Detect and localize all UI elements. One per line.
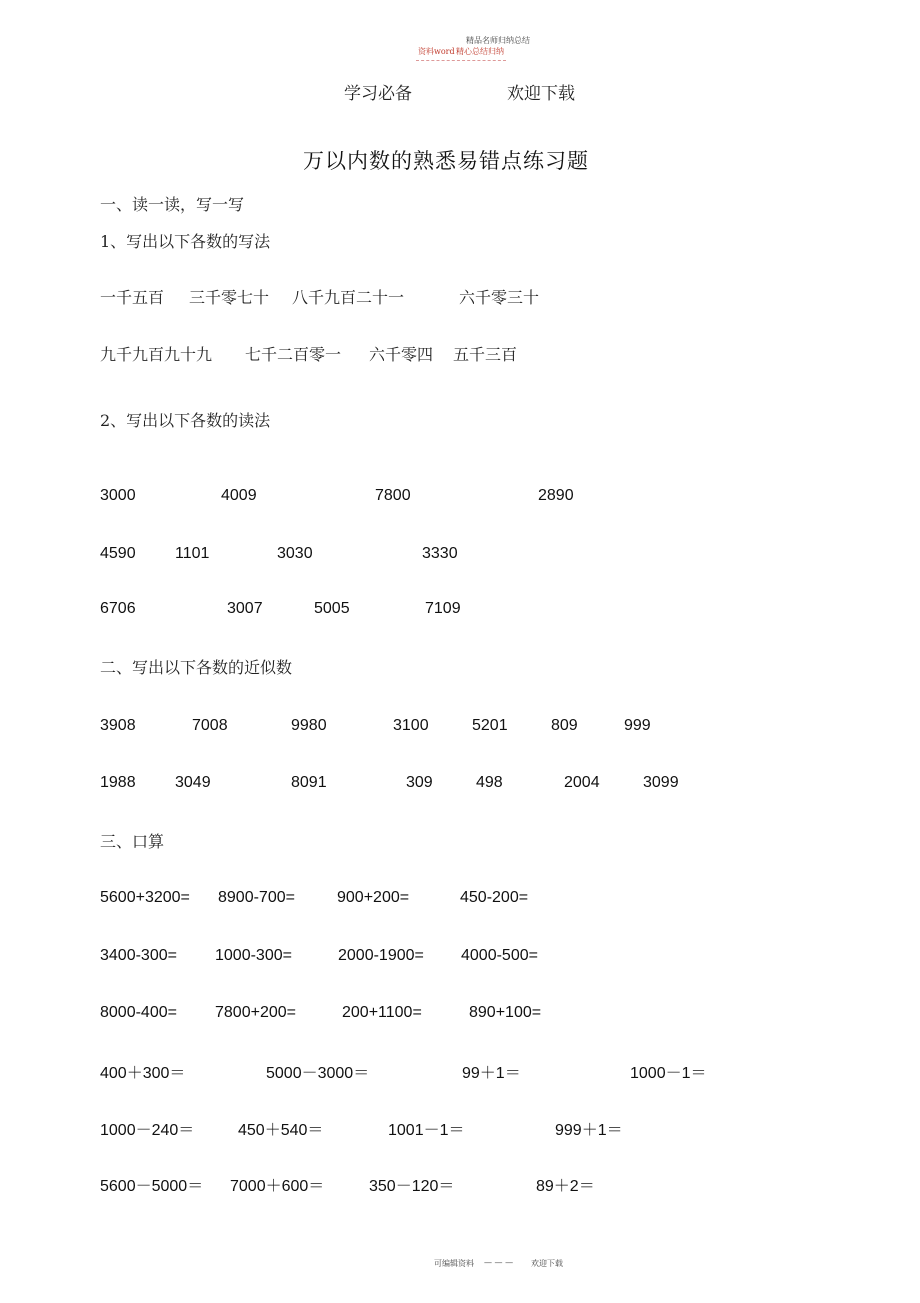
read-item: 3007 bbox=[227, 600, 263, 617]
approx-item: 8091 bbox=[291, 774, 327, 791]
approx-item: 2004 bbox=[564, 774, 600, 791]
calc-item: 2000-1900= bbox=[338, 947, 424, 964]
calc-item: 99＋1＝ bbox=[462, 1065, 521, 1082]
approx-item: 9980 bbox=[291, 717, 327, 734]
write-item: 六千零三十 bbox=[459, 288, 540, 307]
calc-item: 4000-500= bbox=[461, 947, 538, 964]
approx-item: 5201 bbox=[472, 717, 508, 734]
approx-item: 3049 bbox=[175, 774, 211, 791]
calc-item: 999＋1＝ bbox=[555, 1122, 623, 1139]
calc-item: 200+1100= bbox=[342, 1004, 422, 1021]
calc-item: 5000－3000＝ bbox=[266, 1065, 370, 1082]
watermark-source: 资料word bbox=[418, 47, 455, 56]
calc-item: 89＋2＝ bbox=[536, 1178, 595, 1195]
watermark-underline bbox=[416, 60, 506, 61]
read-item: 7109 bbox=[425, 600, 461, 617]
calc-item: 5600+3200= bbox=[100, 889, 190, 906]
calc-item: 400＋300＝ bbox=[100, 1065, 186, 1082]
approx-item: 809 bbox=[551, 717, 578, 734]
watermark-tagline: 精心总结归纳 bbox=[456, 47, 504, 56]
read-item: 6706 bbox=[100, 600, 136, 617]
calc-item: 7800+200= bbox=[215, 1004, 296, 1021]
approx-item: 3099 bbox=[643, 774, 679, 791]
read-item: 7800 bbox=[375, 487, 411, 504]
calc-item: 1001－1＝ bbox=[388, 1122, 465, 1139]
approx-item: 3908 bbox=[100, 717, 136, 734]
read-item: 3030 bbox=[277, 545, 313, 562]
question2-heading: 2、写出以下各数的读法 bbox=[100, 411, 271, 430]
approx-item: 498 bbox=[476, 774, 503, 791]
calc-item: 900+200= bbox=[337, 889, 410, 906]
footer-dashes: — — — bbox=[484, 1258, 514, 1267]
page-title: 万以内数的熟悉易错点练习题 bbox=[303, 149, 589, 173]
calc-item: 350－120＝ bbox=[369, 1178, 455, 1195]
approx-item: 309 bbox=[406, 774, 433, 791]
write-item: 八千九百二十一 bbox=[292, 288, 405, 307]
read-item: 3000 bbox=[100, 487, 136, 504]
approx-item: 999 bbox=[624, 717, 651, 734]
read-item: 2890 bbox=[538, 487, 574, 504]
calc-item: 1000-300= bbox=[215, 947, 292, 964]
watermark-text: 精品名师归纳总结 bbox=[466, 36, 530, 45]
question1-heading: 1、写出以下各数的写法 bbox=[100, 232, 271, 251]
section3-heading: 三、口算 bbox=[100, 832, 165, 851]
write-item: 六千零四 bbox=[369, 345, 434, 364]
footer-left: 可编辑资料 bbox=[434, 1259, 474, 1268]
calc-item: 890+100= bbox=[469, 1004, 542, 1021]
header-left: 学习必备 bbox=[344, 84, 412, 104]
header-right: 欢迎下载 bbox=[507, 84, 575, 104]
calc-item: 3400-300= bbox=[100, 947, 177, 964]
read-item: 5005 bbox=[314, 600, 350, 617]
write-item: 九千九百九十九 bbox=[100, 345, 213, 364]
write-item: 一千五百 bbox=[100, 288, 165, 307]
read-item: 3330 bbox=[422, 545, 458, 562]
section1-heading: 一、读一读，写一写 bbox=[100, 195, 245, 214]
calc-item: 450-200= bbox=[460, 889, 529, 906]
calc-item: 1000－1＝ bbox=[630, 1065, 707, 1082]
approx-item: 7008 bbox=[192, 717, 228, 734]
write-item: 三千零七十 bbox=[189, 288, 270, 307]
calc-item: 5600－5000＝ bbox=[100, 1178, 204, 1195]
approx-item: 3100 bbox=[393, 717, 429, 734]
calc-item: 7000＋600＝ bbox=[230, 1178, 325, 1195]
read-item: 4590 bbox=[100, 545, 136, 562]
footer-right: 欢迎下载 bbox=[531, 1259, 563, 1268]
write-item: 七千二百零一 bbox=[245, 345, 342, 364]
calc-item: 8900-700= bbox=[218, 889, 295, 906]
read-item: 4009 bbox=[221, 487, 257, 504]
section2-heading: 二、写出以下各数的近似数 bbox=[100, 658, 293, 677]
calc-item: 1000－240＝ bbox=[100, 1122, 195, 1139]
read-item: 1101 bbox=[175, 545, 210, 562]
calc-item: 8000-400= bbox=[100, 1004, 177, 1021]
approx-item: 1988 bbox=[100, 774, 136, 791]
write-item: 五千三百 bbox=[453, 345, 518, 364]
calc-item: 450＋540＝ bbox=[238, 1122, 324, 1139]
